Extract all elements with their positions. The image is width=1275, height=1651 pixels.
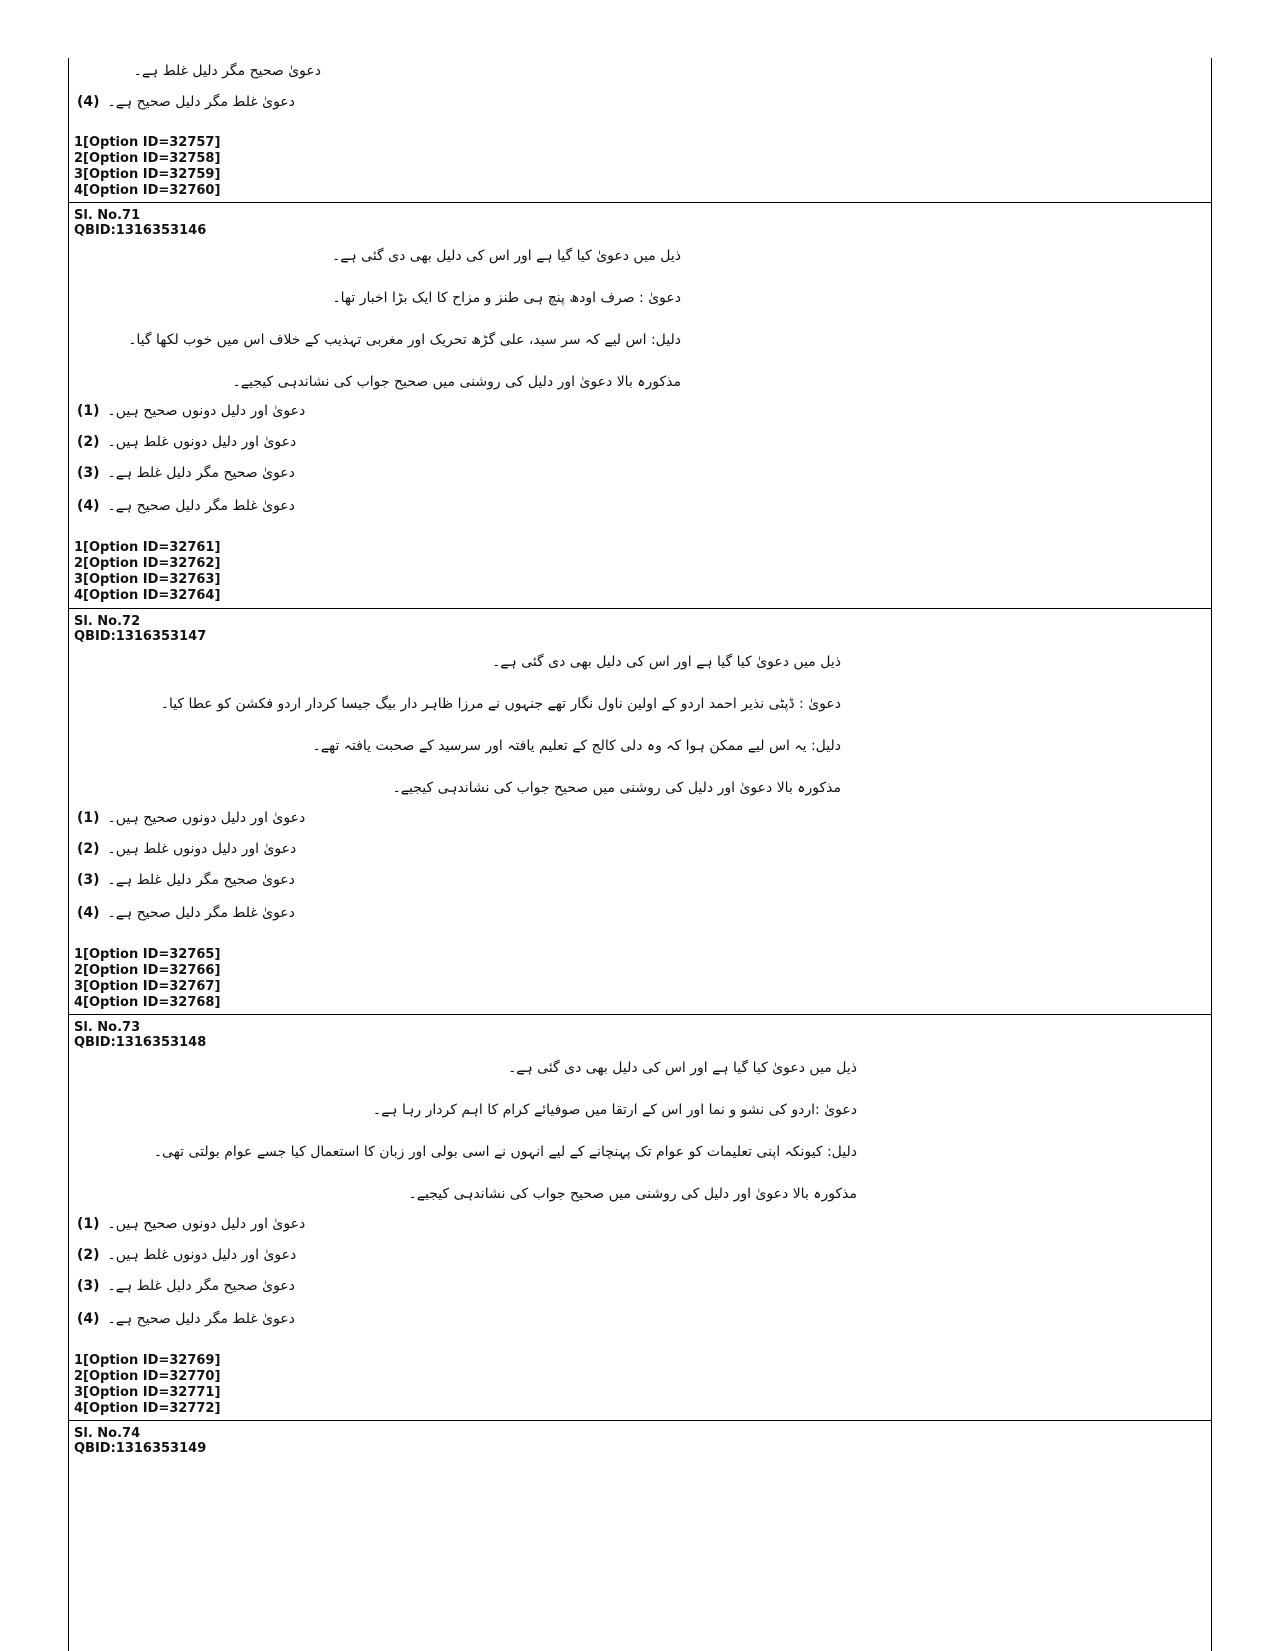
option-label: (4)	[77, 94, 100, 110]
option-ids	[74, 135, 220, 199]
question-line: ذیل میں دعویٰ کیا گیا ہے اور اس کی دلیل بھی دی گئی ہے۔	[508, 1060, 857, 1076]
option-3	[77, 464, 295, 482]
option-id: 4[Option ID=32760]	[74, 183, 221, 198]
option-2	[77, 433, 296, 451]
serial-number: Sl. No.73	[74, 1020, 141, 1035]
question-line: دعویٰ :اردو کی نشو و نما اور اس کے ارتقا میں صوفیائے کرام کا اہم کردار رہا ہے۔	[372, 1102, 857, 1118]
option-4	[77, 93, 295, 111]
option-label: (1)	[77, 810, 100, 826]
option-label: (3)	[77, 872, 100, 888]
option-ids	[74, 947, 220, 1011]
option-text: دعویٰ صحیح مگر دلیل غلط ہے۔	[107, 465, 295, 481]
option-label: (2)	[77, 434, 100, 450]
option-label: (3)	[77, 465, 100, 481]
question-line: دلیل: اس لیے کہ سر سید، علی گڑھ تحریک اور مغربی تہذیب کے خلاف اس میں خوب لکھا گیا۔	[128, 332, 681, 348]
option-id: 4[Option ID=32768]	[74, 995, 221, 1010]
option-id: 1[Option ID=32757]	[74, 135, 221, 150]
option-id: 1[Option ID=32761]	[74, 540, 221, 555]
option-id: 3[Option ID=32771]	[74, 1385, 221, 1400]
option-text: دعویٰ غلط مگر دلیل صحیح ہے۔	[107, 94, 295, 110]
option-ids	[74, 540, 220, 604]
option-id: 3[Option ID=32759]	[74, 167, 221, 182]
question-line: مذکورہ بالا دعویٰ اور دلیل کی روشنی میں صحیح جواب کی نشاندہی کیجیے۔	[408, 1186, 857, 1202]
option-text: دعویٰ صحیح مگر دلیل غلط ہے۔	[107, 1278, 295, 1294]
question-block-72	[69, 609, 1211, 1014]
question-line: دلیل: کیونکہ اپنی تعلیمات کو عوام تک پہنچانے کے لیے انہوں نے اسی بولی اور زبان کا استعمال کیا جسے عوام بولتی تھی۔	[153, 1144, 857, 1160]
option-id: 2[Option ID=32762]	[74, 556, 221, 571]
serial-number: Sl. No.71	[74, 208, 141, 223]
option-id: 1[Option ID=32769]	[74, 1353, 221, 1368]
serial-number: Sl. No.74	[74, 1426, 141, 1441]
question-block-71	[69, 203, 1211, 608]
question-line: مذکورہ بالا دعویٰ اور دلیل کی روشنی میں صحیح جواب کی نشاندہی کیجیے۔	[392, 780, 841, 796]
option-4	[77, 1310, 295, 1328]
option-3-text: دعویٰ صحیح مگر دلیل غلط ہے۔	[133, 63, 321, 79]
option-id: 3[Option ID=32763]	[74, 572, 221, 587]
option-id: 2[Option ID=32766]	[74, 963, 221, 978]
option-1	[77, 1215, 305, 1233]
option-1	[77, 402, 305, 420]
option-id: 2[Option ID=32758]	[74, 151, 221, 166]
question-line: دلیل: یہ اس لیے ممکن ہوا کہ وہ دلی کالج کے تعلیم یافتہ اور سرسید کے صحبت یافتہ تھے۔	[312, 738, 841, 754]
option-id: 4[Option ID=32764]	[74, 588, 221, 603]
option-label: (1)	[77, 1216, 100, 1232]
option-label: (2)	[77, 1247, 100, 1263]
option-text: دعویٰ اور دلیل دونوں صحیح ہیں۔	[107, 403, 306, 419]
question-line: دعویٰ : ڈپٹی نذیر احمد اردو کے اولین ناول نگار تھے جنہوں نے مرزا ظاہر دار بیگ جیسا کردار اردو فکشن کو عطا کیا۔	[160, 696, 841, 712]
question-paper-frame	[68, 58, 1212, 1651]
question-line: مذکورہ بالا دعویٰ اور دلیل کی روشنی میں صحیح جواب کی نشاندہی کیجیے۔	[232, 374, 681, 390]
option-label: (1)	[77, 403, 100, 419]
option-text: دعویٰ صحیح مگر دلیل غلط ہے۔	[107, 872, 295, 888]
question-block-73	[69, 1015, 1211, 1420]
option-label: (4)	[77, 905, 100, 921]
question-line: دعویٰ : صرف اودھ پنچ ہی طنز و مزاح کا ایک بڑا اخبار تھا۔	[332, 290, 681, 306]
option-ids	[74, 1353, 220, 1417]
qbid: QBID:1316353148	[74, 1035, 207, 1050]
option-text: دعویٰ غلط مگر دلیل صحیح ہے۔	[107, 1311, 295, 1327]
serial-number: Sl. No.72	[74, 614, 141, 629]
option-3	[77, 1277, 295, 1295]
option-1	[77, 809, 305, 827]
option-label: (4)	[77, 498, 100, 514]
option-4	[77, 497, 295, 515]
option-2	[77, 840, 296, 858]
option-text: دعویٰ غلط مگر دلیل صحیح ہے۔	[107, 498, 295, 514]
option-text: دعویٰ اور دلیل دونوں غلط ہیں۔	[107, 434, 297, 450]
qbid: QBID:1316353147	[74, 629, 207, 644]
option-3	[77, 871, 295, 889]
option-text: دعویٰ اور دلیل دونوں صحیح ہیں۔	[107, 1216, 306, 1232]
option-text: دعویٰ غلط مگر دلیل صحیح ہے۔	[107, 905, 295, 921]
question-line: ذیل میں دعویٰ کیا گیا ہے اور اس کی دلیل بھی دی گئی ہے۔	[332, 248, 681, 264]
option-label: (2)	[77, 841, 100, 857]
option-text: دعویٰ اور دلیل دونوں صحیح ہیں۔	[107, 810, 306, 826]
option-id: 2[Option ID=32770]	[74, 1369, 221, 1384]
option-label: (4)	[77, 1311, 100, 1327]
option-id: 1[Option ID=32765]	[74, 947, 221, 962]
option-label: (3)	[77, 1278, 100, 1294]
option-4	[77, 904, 295, 922]
option-2	[77, 1246, 296, 1264]
option-text: دعویٰ اور دلیل دونوں غلط ہیں۔	[107, 841, 297, 857]
qbid: QBID:1316353149	[74, 1441, 207, 1456]
option-text: دعویٰ اور دلیل دونوں غلط ہیں۔	[107, 1247, 297, 1263]
question-block-70-partial	[69, 58, 1211, 202]
qbid: QBID:1316353146	[74, 223, 207, 238]
option-id: 3[Option ID=32767]	[74, 979, 221, 994]
question-block-74	[69, 1421, 1211, 1621]
question-line: ذیل میں دعویٰ کیا گیا ہے اور اس کی دلیل بھی دی گئی ہے۔	[492, 654, 841, 670]
option-id: 4[Option ID=32772]	[74, 1401, 221, 1416]
